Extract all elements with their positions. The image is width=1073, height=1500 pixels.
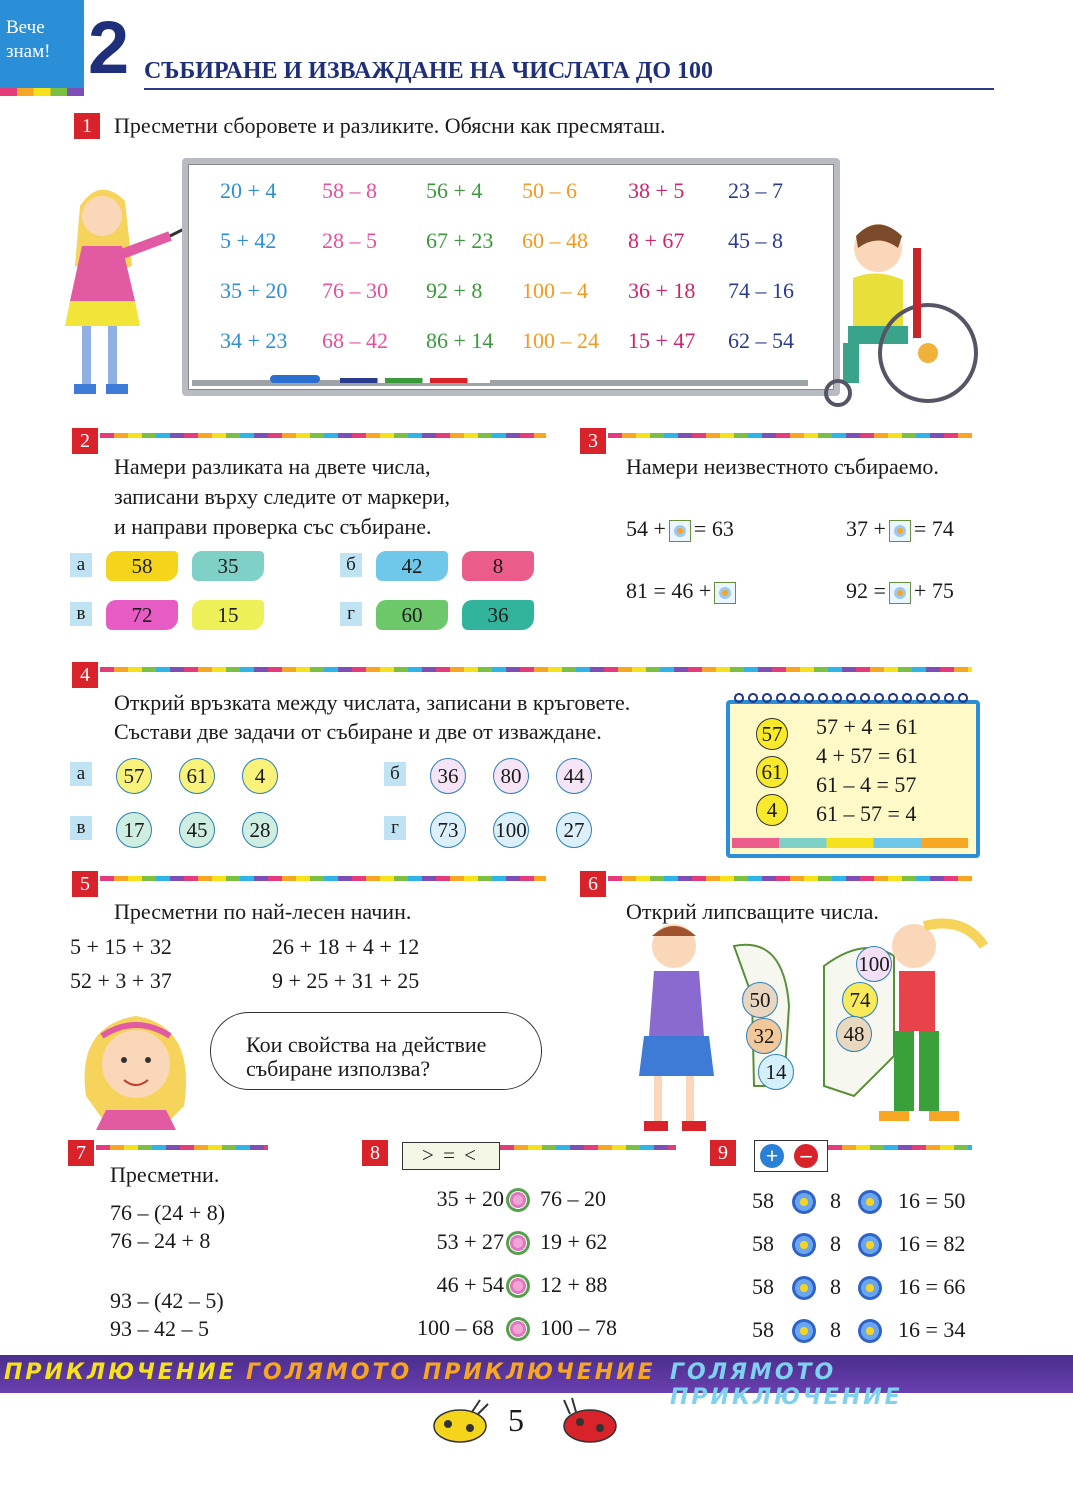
notebook-equation: 61 – 4 = 57 bbox=[816, 772, 917, 797]
operation-slot-icon[interactable] bbox=[792, 1233, 816, 1257]
task7-number: 7 bbox=[68, 1140, 94, 1166]
task3-equation bbox=[626, 578, 739, 604]
wheelchair-boy-illustration bbox=[808, 218, 978, 418]
board-expression: 86 + 14 bbox=[426, 328, 494, 353]
marker-value: 58 bbox=[106, 551, 178, 581]
task5-instruction: Пресметни по най-лесен начин. bbox=[114, 899, 412, 924]
task3-equation bbox=[846, 578, 954, 604]
task2-number: 2 bbox=[72, 428, 98, 454]
number-circle: 44 bbox=[556, 758, 592, 794]
task4-line1: Открий връзката между числата, записани в кръговете. bbox=[114, 690, 631, 715]
marker-value: 8 bbox=[462, 551, 534, 581]
equation-left: 92 = bbox=[846, 578, 886, 603]
task2-group-label: г bbox=[340, 602, 362, 626]
task7-expr-1: 76 – (24 + 8) bbox=[110, 1200, 226, 1225]
chapter-number: 2 bbox=[88, 6, 130, 89]
task5-expr-3: 52 + 3 + 37 bbox=[70, 968, 172, 993]
chapter-title: СЪБИРАНЕ И ИЗВАЖДАНЕ НА ЧИСЛАТА ДО 100 bbox=[144, 58, 714, 84]
strip-number-circle: 32 bbox=[746, 1018, 782, 1054]
operation-slot-icon[interactable] bbox=[858, 1190, 882, 1214]
task9-rainbow-rule bbox=[828, 1145, 972, 1150]
operand-a: 58 bbox=[752, 1188, 774, 1213]
unknown-flower-icon[interactable] bbox=[889, 520, 911, 542]
notebook-equation: 57 + 4 = 61 bbox=[816, 714, 918, 739]
board-expression: 76 – 30 bbox=[322, 278, 388, 303]
board-expression: 35 + 20 bbox=[220, 278, 288, 303]
notebook-circle: 57 bbox=[756, 718, 788, 750]
bubble-line1: Кои свойства на действие bbox=[246, 1032, 487, 1057]
unknown-flower-icon[interactable] bbox=[669, 520, 691, 542]
operation-slot-icon[interactable] bbox=[858, 1233, 882, 1257]
operation-slot-icon[interactable] bbox=[858, 1276, 882, 1300]
board-expression: 34 + 23 bbox=[220, 328, 288, 353]
strip-number-circle: 74 bbox=[842, 982, 878, 1018]
board-expression: 56 + 4 bbox=[426, 178, 483, 203]
task3-equation bbox=[846, 516, 954, 542]
marker-value: 42 bbox=[376, 551, 448, 581]
operation-slot-icon[interactable] bbox=[792, 1190, 816, 1214]
equation-right: = 63 bbox=[693, 516, 734, 541]
compare-right: 19 + 62 bbox=[540, 1229, 608, 1254]
task2-line1: Намери разликата на двете числа, bbox=[114, 454, 431, 479]
header-rule bbox=[144, 88, 994, 90]
compare-left: 100 – 68 bbox=[417, 1315, 494, 1340]
red-ladybug-icon bbox=[556, 1396, 620, 1444]
operand-a: 58 bbox=[752, 1274, 774, 1299]
badge-stripes bbox=[0, 88, 84, 96]
number-circle: 57 bbox=[116, 758, 152, 794]
task2-line3: и направи проверка със събиране. bbox=[114, 514, 432, 539]
bubble-line2: събиране използва? bbox=[246, 1056, 431, 1081]
number-circle: 27 bbox=[556, 812, 592, 848]
board-expression: 23 – 7 bbox=[728, 178, 783, 203]
task2-rainbow-rule bbox=[100, 433, 546, 438]
marker-blue bbox=[270, 375, 320, 383]
page-number: 5 bbox=[508, 1402, 524, 1438]
task3-rainbow-rule bbox=[608, 433, 972, 438]
board-expression: 100 – 4 bbox=[522, 278, 588, 303]
task7-expr-4: 93 – 42 – 5 bbox=[110, 1316, 209, 1341]
task1-instruction: Пресметни сборовете и разликите. Обясни как пресмяташ. bbox=[114, 113, 666, 138]
board-expression: 45 – 8 bbox=[728, 228, 783, 253]
marker-value: 36 bbox=[462, 600, 534, 630]
operand-b: 8 bbox=[830, 1231, 841, 1256]
number-circle: 61 bbox=[179, 758, 215, 794]
task3-instruction: Намери неизвестното събираемо. bbox=[626, 454, 939, 479]
unknown-flower-icon[interactable] bbox=[889, 582, 911, 604]
board-expression: 20 + 4 bbox=[220, 178, 277, 203]
strip-number-circle: 14 bbox=[758, 1054, 794, 1090]
operand-b: 8 bbox=[830, 1274, 841, 1299]
board-expression: 100 – 24 bbox=[522, 328, 599, 353]
task7-rainbow-rule bbox=[96, 1145, 268, 1150]
task7-expr-3: 93 – (42 – 5) bbox=[110, 1288, 224, 1313]
notebook-circle: 61 bbox=[756, 756, 788, 788]
board-expression: 68 – 42 bbox=[322, 328, 388, 353]
number-circle: 45 bbox=[179, 812, 215, 848]
board-expression: 74 – 16 bbox=[728, 278, 794, 303]
operation-slot-icon[interactable] bbox=[858, 1319, 882, 1343]
task4-group-label: в bbox=[70, 816, 92, 840]
marker-value: 72 bbox=[106, 600, 178, 630]
equation-right: + 75 bbox=[913, 578, 954, 603]
operand-result: 16 = 82 bbox=[898, 1231, 966, 1256]
girl-face-illustration bbox=[66, 1006, 216, 1130]
operand-result: 16 = 50 bbox=[898, 1188, 966, 1213]
operation-slot-icon[interactable] bbox=[792, 1319, 816, 1343]
unknown-flower-icon[interactable] bbox=[714, 582, 736, 604]
task6-instruction: Открий липсващите числа. bbox=[626, 899, 879, 924]
marker-value: 60 bbox=[376, 600, 448, 630]
task2-group-label: в bbox=[70, 602, 92, 626]
strip-text-2: ГОЛЯМОТО ПРИКЛЮЧЕНИЕ bbox=[246, 1360, 656, 1385]
task4-group-label: а bbox=[70, 762, 92, 786]
task2-line2: записани върху следите от маркери, bbox=[114, 484, 451, 509]
compare-sign-slot-icon[interactable] bbox=[506, 1231, 530, 1255]
operand-result: 16 = 34 bbox=[898, 1317, 966, 1342]
strip-number-circle: 50 bbox=[742, 982, 778, 1018]
compare-right: 100 – 78 bbox=[540, 1315, 617, 1340]
compare-sign-slot-icon[interactable] bbox=[506, 1188, 530, 1212]
board-expression: 60 – 48 bbox=[522, 228, 588, 253]
number-circle: 28 bbox=[242, 812, 278, 848]
operand-a: 58 bbox=[752, 1231, 774, 1256]
operand-b: 8 bbox=[830, 1317, 841, 1342]
board-expression: 8 + 67 bbox=[628, 228, 685, 253]
notebook-tabs bbox=[732, 838, 968, 848]
strip-text-3: ГОЛЯМОТО ПРИКЛЮЧЕНИЕ bbox=[670, 1360, 903, 1410]
equation-right: = 74 bbox=[913, 516, 954, 541]
compare-sign-slot-icon[interactable] bbox=[506, 1274, 530, 1298]
task6-rainbow-rule bbox=[608, 876, 972, 881]
task4-rainbow-rule bbox=[100, 667, 972, 672]
compare-left: 46 + 54 bbox=[436, 1272, 504, 1297]
board-expression: 62 – 54 bbox=[728, 328, 794, 353]
task7-instruction: Пресметни. bbox=[110, 1162, 220, 1187]
strip-number-circle: 100 bbox=[856, 946, 892, 982]
equation-left: 54 + bbox=[626, 516, 666, 541]
yellow-ladybug-icon bbox=[428, 1398, 492, 1444]
task7-expr-2: 76 – 24 + 8 bbox=[110, 1228, 211, 1253]
board-expression: 15 + 47 bbox=[628, 328, 696, 353]
minus-icon: – bbox=[794, 1144, 818, 1168]
operand-result: 16 = 66 bbox=[898, 1274, 966, 1299]
compare-left: 53 + 27 bbox=[436, 1229, 504, 1254]
task8-rainbow-rule bbox=[500, 1145, 676, 1150]
task4-number: 4 bbox=[72, 662, 98, 688]
equation-left: 37 + bbox=[846, 516, 886, 541]
board-expression: 28 – 5 bbox=[322, 228, 377, 253]
notebook-spiral bbox=[732, 692, 968, 704]
notebook-circle: 4 bbox=[756, 794, 788, 826]
number-circle: 73 bbox=[430, 812, 466, 848]
marker-value: 15 bbox=[192, 600, 264, 630]
task5-number: 5 bbox=[72, 871, 98, 897]
board-expression: 50 – 6 bbox=[522, 178, 577, 203]
number-circle: 4 bbox=[242, 758, 278, 794]
task5-expr-2: 26 + 18 + 4 + 12 bbox=[272, 934, 420, 959]
comparison-signs: > = < bbox=[421, 1143, 479, 1167]
task2-group-label: а bbox=[70, 553, 92, 577]
marker-set bbox=[340, 378, 490, 383]
know-badge-text: Вече знам! bbox=[6, 17, 51, 62]
compare-right: 76 – 20 bbox=[540, 1186, 606, 1211]
task9-number: 9 bbox=[710, 1140, 736, 1166]
notebook-equation: 4 + 57 = 61 bbox=[816, 743, 918, 768]
task3-equation bbox=[626, 516, 734, 542]
plus-icon: + bbox=[760, 1144, 784, 1168]
task4-group-label: б bbox=[384, 762, 406, 786]
compare-right: 12 + 88 bbox=[540, 1272, 608, 1297]
marker-value: 35 bbox=[192, 551, 264, 581]
number-circle: 80 bbox=[493, 758, 529, 794]
equation-left: 81 = 46 + bbox=[626, 578, 712, 603]
task6-number: 6 bbox=[580, 871, 606, 897]
operation-slot-icon[interactable] bbox=[792, 1276, 816, 1300]
strip-text-1: ПРИКЛЮЧЕНИЕ bbox=[4, 1360, 237, 1385]
task5-expr-1: 5 + 15 + 32 bbox=[70, 934, 172, 959]
board-expression: 58 – 8 bbox=[322, 178, 377, 203]
notebook-equation: 61 – 57 = 4 bbox=[816, 801, 917, 826]
board-expression: 5 + 42 bbox=[220, 228, 277, 253]
number-circle: 17 bbox=[116, 812, 152, 848]
task4-line2: Състави две задачи от събиране и две от изваждане. bbox=[114, 719, 602, 744]
compare-sign-slot-icon[interactable] bbox=[506, 1317, 530, 1341]
board-expression: 38 + 5 bbox=[628, 178, 685, 203]
compare-left: 35 + 20 bbox=[436, 1186, 504, 1211]
task3-number: 3 bbox=[580, 428, 606, 454]
task2-group-label: б bbox=[340, 553, 362, 577]
strip-number-circle: 48 bbox=[836, 1016, 872, 1052]
kids-with-number-strip-illustration bbox=[624, 916, 990, 1140]
board-expression: 67 + 23 bbox=[426, 228, 494, 253]
number-circle: 36 bbox=[430, 758, 466, 794]
task5-rainbow-rule bbox=[100, 876, 546, 881]
board-expression: 36 + 18 bbox=[628, 278, 696, 303]
operand-a: 58 bbox=[752, 1317, 774, 1342]
operand-b: 8 bbox=[830, 1188, 841, 1213]
number-circle: 100 bbox=[493, 812, 529, 848]
teacher-girl-illustration bbox=[40, 176, 200, 406]
task1-number: 1 bbox=[74, 113, 100, 139]
task5-expr-4: 9 + 25 + 31 + 25 bbox=[272, 968, 420, 993]
task4-group-label: г bbox=[384, 816, 406, 840]
task8-number: 8 bbox=[362, 1140, 388, 1166]
board-expression: 92 + 8 bbox=[426, 278, 483, 303]
